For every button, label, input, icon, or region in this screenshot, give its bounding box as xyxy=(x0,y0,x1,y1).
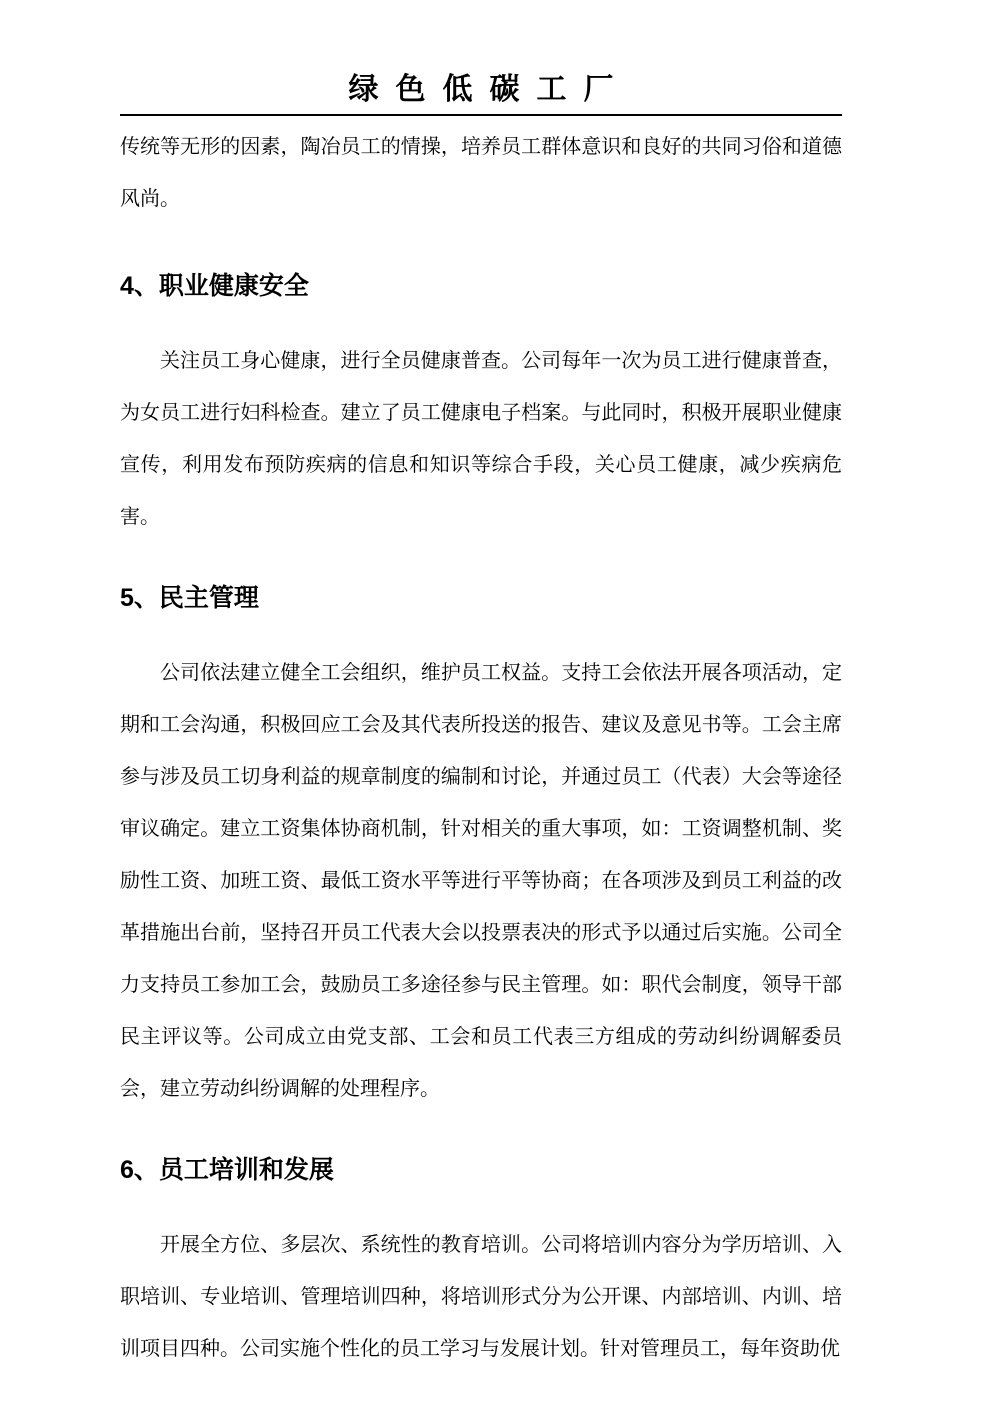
section-number: 6、 xyxy=(120,1156,159,1184)
section-title: 民主管理 xyxy=(158,583,259,612)
section-number: 5、 xyxy=(120,584,159,612)
section-employee-training xyxy=(120,1122,842,1374)
section-heading xyxy=(120,238,842,334)
section-heading xyxy=(120,550,842,646)
section-paragraph: 关注员工身心健康，进行全员健康普查。公司每年一次为员工进行健康普查，为女员工进行妇科检查。建立了员工健康电子档案。与此同时，积极开展职业健康宣传，利用发布预防疾病的信息和知识等综合手段，关心员工健康，减少疾病危害。 xyxy=(120,348,842,528)
section-democratic-management xyxy=(120,550,842,1114)
section-title: 职业健康安全 xyxy=(158,271,309,300)
page-header-title: 绿色低碳工厂 xyxy=(348,72,631,107)
continued-paragraph: 传统等无形的因素，陶冶员工的情操，培养员工群体意识和良好的共同习俗和道德风尚。 xyxy=(120,134,842,210)
section-occupational-health xyxy=(120,238,842,542)
section-heading xyxy=(120,1122,842,1218)
section-paragraph: 公司依法建立健全工会组织，维护员工权益。支持工会依法开展各项活动，定期和工会沟通，积极回应工会及其代表所投送的报告、建议及意见书等。工会主席参与涉及员工切身利益的规章制度的编制和讨论，并通过员工（代表）大会等途径审议确定。建立工资集体协商机制，针对相关的重大事项，如：工资调整机制、奖励性工资、加班工资、最低工资水平等进行平等协商；在各项涉及到员工利益的改革措施出台前，坚持召开员工代表大会以投票表决的形式予以通过后实施。公司全力支持员工参加工会，鼓励员工多途径参与民主管理。如：职代会制度，领导干部民主评议等。公司成立由党支部、工会和员工代表三方组成的劳动纠纷调解委员会，建立劳动纠纷调解的处理程序。 xyxy=(120,660,842,1100)
page-header xyxy=(120,62,842,116)
section-title: 员工培训和发展 xyxy=(158,1155,334,1184)
section-number: 4、 xyxy=(120,272,159,300)
document-body xyxy=(120,120,842,1382)
section-paragraph: 开展全方位、多层次、系统性的教育培训。公司将培训内容分为学历培训、入职培训、专业培训、管理培训四种，将培训形式分为公开课、内部培训、内训、培训项目四种。公司实施个性化的员工学习与发展计划。针对管理员工，每年资助优 xyxy=(120,1232,842,1360)
